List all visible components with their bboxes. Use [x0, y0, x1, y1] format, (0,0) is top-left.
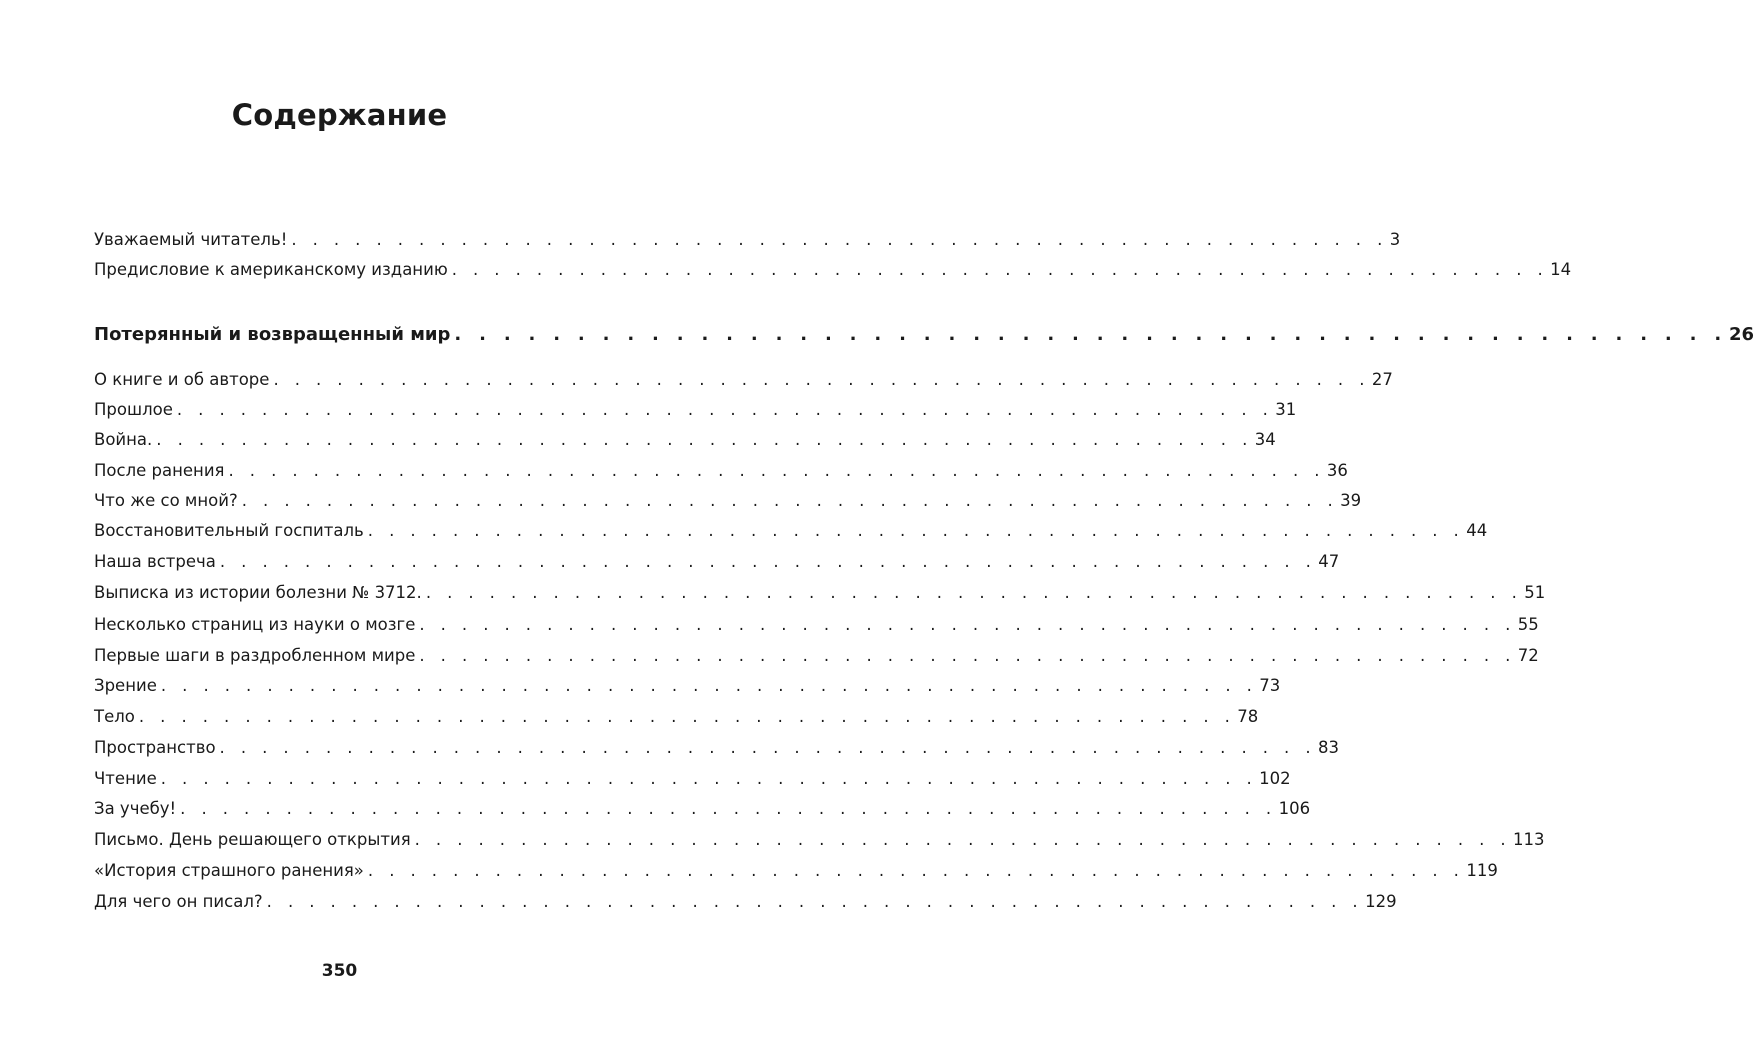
toc-entry	[94, 645, 1539, 667]
toc-entry-label: Восстановительный госпиталь	[94, 521, 364, 540]
leader-dots: . . . . . . . . . . . . . . . . . . . . . . . . . . . . . . . . . . . . . . . . . . . . . . . . . . . .	[219, 738, 1316, 757]
leader-dots: . . . . . . . . . . . . . . . . . . . . . . . . . . . . . . . . . . . . . . . . . . . . . . . . . . . .	[419, 646, 1516, 665]
toc-section-heading	[94, 324, 1754, 346]
toc-entry	[94, 768, 1291, 790]
toc-entry	[94, 490, 1362, 512]
toc-entry	[94, 860, 1498, 882]
leader-dots: . . . . . . . . . . . . . . . . . . . . . . . . . . . . . . . . . . . . . . . . . . . . . . . . . . . .	[367, 861, 1465, 880]
toc-entry-label: Выписка из истории болезни № 3712.	[94, 583, 422, 602]
toc-entry	[94, 737, 1339, 759]
leader-dots: . . . . . . . . . . . . . . . . . . . . . . . . . . . . . . . . . . . . . . . . . . . . . . . . . . . .	[241, 491, 1339, 510]
toc-entry-page: 39	[1340, 491, 1362, 510]
leader-dots: . . . . . . . . . . . . . . . . . . . . . . . . . . . . . . . . . . . . . . . . . . . . . . . . . . . .	[273, 370, 1370, 389]
toc-entry-page: 3	[1389, 230, 1401, 249]
toc-entry-page: 31	[1275, 400, 1297, 419]
toc-entry	[94, 614, 1539, 636]
leader-dots: . . . . . . . . . . . . . . . . . . . . . . . . . . . . . . . . . . . . . . . . . . . . . . . . . . . .	[266, 892, 1364, 911]
page-number: 350	[321, 961, 358, 981]
toc-entry-label: После ранения	[94, 461, 225, 480]
toc-entry	[94, 399, 1297, 421]
leader-dots: . . . . . . . . . . . . . . . . . . . . . . . . . . . . . . . . . . . . . . . . . . . . . . . . . . . .	[219, 552, 1317, 571]
leader-dots: . . . . . . . . . . . . . . . . . . . . . . . . . . . . . . . . . . . . . . . . . . . . . . . . . . . .	[228, 461, 1325, 480]
toc-entry	[94, 460, 1348, 482]
toc-entry-label: О книге и об авторе	[94, 370, 270, 389]
leader-dots: . . . . . . . . . . . . . . . . . . . . . . . . . . . . . . . . . . . . . . . . . . . . . . . . . . . .	[156, 430, 1253, 449]
toc-entry	[94, 429, 1276, 451]
toc-entry-label: Наша встреча	[94, 552, 216, 571]
toc-entry-label: Зрение	[94, 676, 157, 695]
toc-entry-page: 34	[1254, 430, 1276, 449]
toc-entry-label: Война.	[94, 430, 153, 449]
leader-dots: . . . . . . . . . . . . . . . . . . . . . . . . . . . . . . . . . . . . . . . . . . . . . . . . . . . .	[138, 707, 1236, 726]
toc-entry-page: 55	[1517, 615, 1539, 634]
toc-entry-label: За учебу!	[94, 799, 177, 818]
toc-entry-label: Предисловие к американскому изданию	[94, 260, 448, 279]
toc-section-page: 26	[1728, 324, 1754, 345]
toc-entry	[94, 706, 1259, 728]
toc-entry	[94, 675, 1281, 697]
toc-entry-page: 73	[1259, 676, 1281, 695]
leader-dots: . . . . . . . . . . . . . . . . . . . . . . . . . . . . . . . . . . . . . . . . . . . . . . . . . . . .	[176, 400, 1274, 419]
leader-dots: . . . . . . . . . . . . . . . . . . . . . . . . . . . . . . . . . . . . . . . . . . . . . . . . . . . .	[180, 799, 1277, 818]
toc-entry-page: 51	[1524, 583, 1546, 602]
toc-entry-page: 83	[1317, 738, 1339, 757]
toc-entry-page: 14	[1550, 260, 1572, 279]
leader-dots: . . . . . . . . . . . . . . . . . . . . . . . . . . . . . . . . . . . . . . . . . . . . . . . . . . . .	[291, 230, 1388, 249]
toc-entry-page: 36	[1326, 461, 1348, 480]
leader-dots: . . . . . . . . . . . . . . . . . . . . . . . . . . . . . . . . . . . . . . . . . . . . . . . . . . . .	[160, 676, 1258, 695]
toc-entry-label: Для чего он писал?	[94, 892, 263, 911]
toc-entry-page: 129	[1365, 892, 1397, 911]
leader-dots: . . . . . . . . . . . . . . . . . . . . . . . . . . . . . . . . . . . . . . . . . . . . . . . . . . . .	[451, 260, 1549, 279]
toc-entry-page: 119	[1466, 861, 1498, 880]
toc-entry-label: Письмо. День решающего открытия	[94, 830, 411, 849]
toc-entry-page: 72	[1517, 646, 1539, 665]
toc-entry-label: Уважаемый читатель!	[94, 230, 288, 249]
toc-entry-page: 78	[1237, 707, 1259, 726]
toc-entry	[94, 582, 1546, 604]
toc-entry-label: Тело	[94, 707, 135, 726]
toc-section-label: Потерянный и возвращенный мир	[94, 324, 451, 345]
toc-entry-page: 106	[1278, 799, 1311, 818]
leader-dots: . . . . . . . . . . . . . . . . . . . . . . . . . . . . . . . . . . . . . . . . . . . . . . . . . . . .	[425, 583, 1523, 602]
toc-entry	[94, 520, 1488, 542]
toc-entry	[94, 891, 1397, 913]
toc-entry	[94, 259, 1572, 281]
toc-entry	[94, 229, 1401, 251]
toc-entry-label: Пространство	[94, 738, 216, 757]
toc-entry-page: 113	[1513, 830, 1545, 849]
leader-dots: . . . . . . . . . . . . . . . . . . . . . . . . . . . . . . . . . . . . . . . . . . . . . . . . . . . .	[414, 830, 1512, 849]
toc-entry-label: Чтение	[94, 769, 157, 788]
toc-entry	[94, 551, 1340, 573]
toc-entry-page: 44	[1466, 521, 1488, 540]
leader-dots: . . . . . . . . . . . . . . . . . . . . . . . . . . . . . . . . . . . . . . . . . . . . . . . . . . . .	[419, 615, 1516, 634]
leader-dots: . . . . . . . . . . . . . . . . . . . . . . . . . . . . . . . . . . . . . . . . . . . . . . . . . . . .	[367, 521, 1465, 540]
toc-entry-label: «История страшного ранения»	[94, 861, 364, 880]
toc-entry-page: 102	[1259, 769, 1291, 788]
toc-entry-page: 27	[1371, 370, 1393, 389]
leader-dots: . . . . . . . . . . . . . . . . . . . . . . . . . . . . . . . . . . . . . . . . . . . . . . . . . . . .	[160, 769, 1258, 788]
toc-entry	[94, 798, 1311, 820]
leader-dots: . . . . . . . . . . . . . . . . . . . . . . . . . . . . . . . . . . . . . . . . . . . . . . . . . . . .	[454, 324, 1727, 345]
toc-entry	[94, 369, 1393, 391]
toc-entry-label: Несколько страниц из науки о мозге	[94, 615, 416, 634]
toc-entry	[94, 829, 1545, 851]
toc-entry-label: Что же со мной?	[94, 491, 238, 510]
toc-entry-page: 47	[1318, 552, 1340, 571]
page-title: Содержание	[231, 98, 448, 132]
toc-entry-label: Прошлое	[94, 400, 173, 419]
toc-entry-label: Первые шаги в раздробленном мире	[94, 646, 416, 665]
